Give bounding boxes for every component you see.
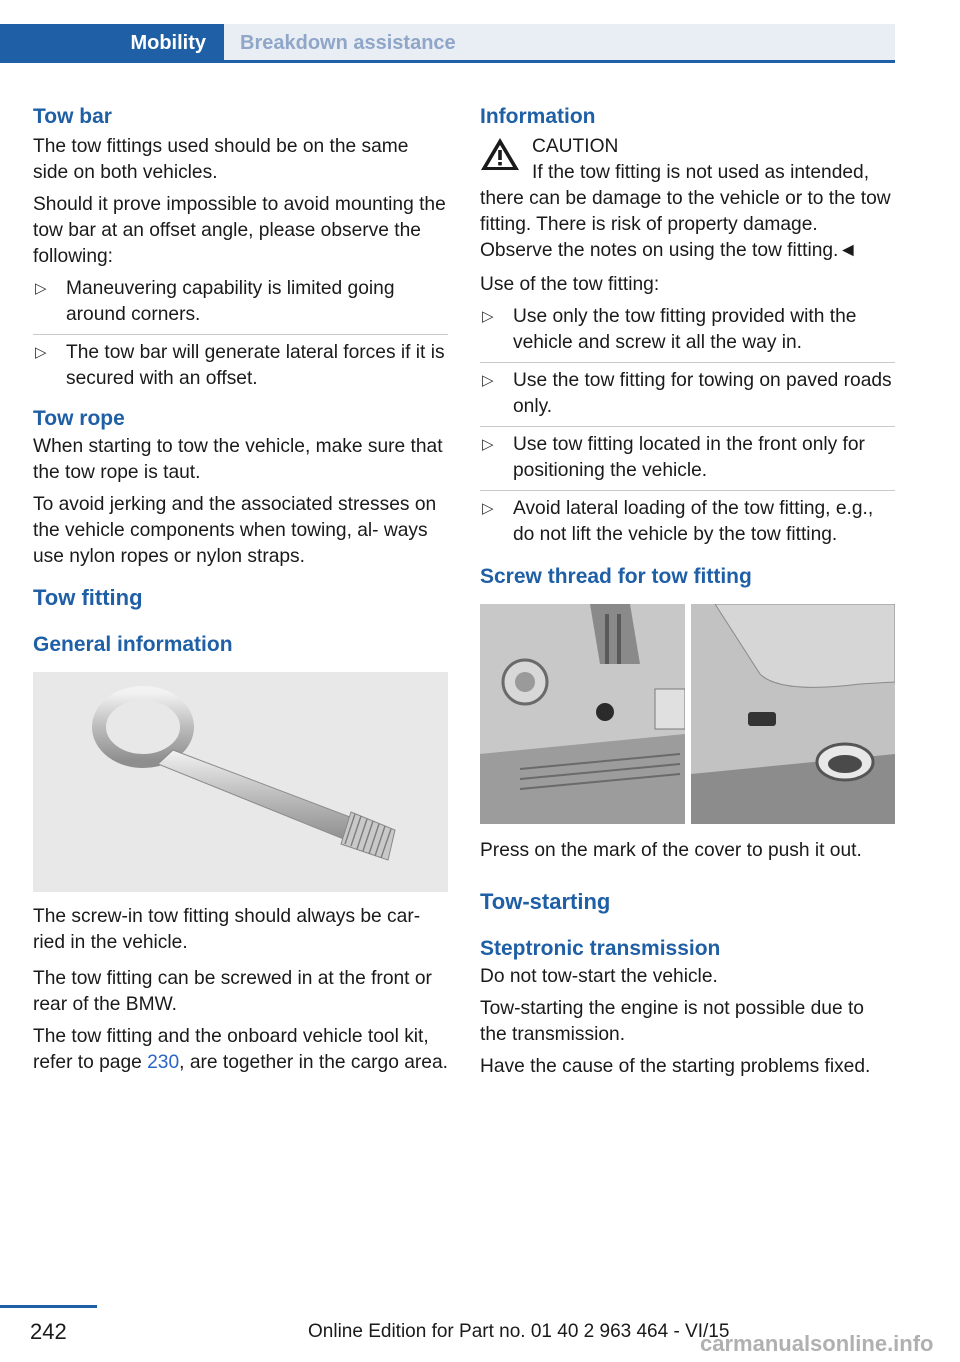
list-item: ▷ Use the tow fitting for towing on paved roads only. bbox=[480, 368, 895, 427]
tow-fitting-heading: Tow fitting bbox=[33, 585, 143, 610]
tow-rope-paragraph-2: To avoid jerking and the associated stresses on the vehicle components when towing, al‐ ways use nylon ropes or nylon straps. bbox=[33, 494, 437, 567]
page-number: 242 bbox=[30, 1319, 67, 1344]
caution-title: CAUTION bbox=[532, 136, 619, 157]
list-item: ▷ Avoid lateral loading of the tow fitting, e.g., do not lift the vehicle by the tow fitting. bbox=[482, 498, 874, 545]
triangle-right-icon: ▷ bbox=[482, 308, 494, 325]
list-item: ▷ Maneuvering capability is limited going around corners. bbox=[33, 276, 448, 335]
steptronic-paragraph-2: Tow-starting the engine is not possible due to the transmission. bbox=[480, 998, 864, 1045]
tow-bar-list bbox=[33, 276, 448, 398]
tow-rope-paragraph-1: When starting to tow the vehicle, make sure that the tow rope is taut. bbox=[33, 436, 443, 483]
warning-triangle-icon bbox=[480, 136, 520, 172]
caution-text: If the tow fitting is not used as intended, there can be damage to the vehicle or to the tow fitting. There is risk of property damage. Observe the notes on using the tow fitting.◄ bbox=[480, 162, 891, 261]
triangle-right-icon: ▷ bbox=[35, 344, 47, 361]
tow-bar-heading: Tow bar bbox=[33, 105, 112, 128]
footer-rule bbox=[0, 1305, 97, 1308]
tow-fitting-figure bbox=[33, 672, 448, 892]
header-rule bbox=[0, 60, 895, 63]
triangle-right-icon: ▷ bbox=[482, 500, 494, 517]
bumper-illustration bbox=[480, 604, 895, 824]
general-info-heading: General information bbox=[33, 633, 233, 656]
triangle-right-icon: ▷ bbox=[482, 372, 494, 389]
triangle-right-icon: ▷ bbox=[35, 280, 47, 297]
page-footer bbox=[0, 1305, 960, 1362]
caution-box bbox=[480, 134, 895, 184]
use-list bbox=[480, 304, 895, 554]
list-item: ▷ Use tow fitting located in the front only for positioning the vehicle. bbox=[480, 432, 895, 491]
watermark: carmanualsonline.info bbox=[700, 1331, 934, 1356]
right-column bbox=[480, 100, 895, 1086]
tow-bar-paragraph-2: Should it prove impossible to avoid mounting the tow bar at an offset angle, please observe the following: bbox=[33, 194, 446, 267]
steptronic-heading: Steptronic transmission bbox=[480, 937, 721, 960]
tow-bar-paragraph-1: The tow fittings used should be on the same side on both vehicles. bbox=[33, 136, 409, 183]
triangle-right-icon: ▷ bbox=[482, 436, 494, 453]
after-figure-paragraph-1: The screw-in tow fitting should always be car‐ ried in the vehicle. bbox=[33, 906, 421, 953]
after-figure-paragraph-2: The tow fitting can be screwed in at the front or rear of the BMW. bbox=[33, 968, 432, 1015]
page-reference-link[interactable]: 230 bbox=[147, 1052, 180, 1073]
left-column bbox=[33, 100, 448, 1082]
section-tab: Mobility bbox=[0, 24, 224, 62]
tow-fitting-illustration bbox=[33, 672, 448, 892]
page-header bbox=[0, 24, 895, 62]
steptronic-paragraph-1: Do not tow-start the vehicle. bbox=[480, 966, 718, 987]
screw-thread-heading: Screw thread for tow fitting bbox=[480, 565, 752, 588]
tow-starting-heading: Tow-starting bbox=[480, 889, 611, 914]
tow-rope-heading: Tow rope bbox=[33, 407, 125, 430]
information-heading: Information bbox=[480, 105, 596, 128]
steptronic-paragraph-3: Have the cause of the starting problems fixed. bbox=[480, 1056, 871, 1077]
screw-thread-figure bbox=[480, 604, 895, 824]
screw-thread-caption: Press on the mark of the cover to push it out. bbox=[480, 840, 862, 861]
list-item: ▷ Use only the tow fitting provided with the vehicle and screw it all the way in. bbox=[480, 304, 895, 363]
use-intro: Use of the tow fitting: bbox=[480, 274, 660, 295]
edition-note: Online Edition for Part no. 01 40 2 963 464 - VI/15 bbox=[308, 1321, 730, 1342]
list-item: ▷ The tow bar will generate lateral forces if it is secured with an offset. bbox=[35, 342, 445, 389]
after-figure-paragraph-3: The tow fitting and the onboard vehicle tool kit, refer to page 230, are together in the cargo area. bbox=[33, 1026, 448, 1073]
chapter-tab: Breakdown assistance bbox=[224, 24, 895, 62]
